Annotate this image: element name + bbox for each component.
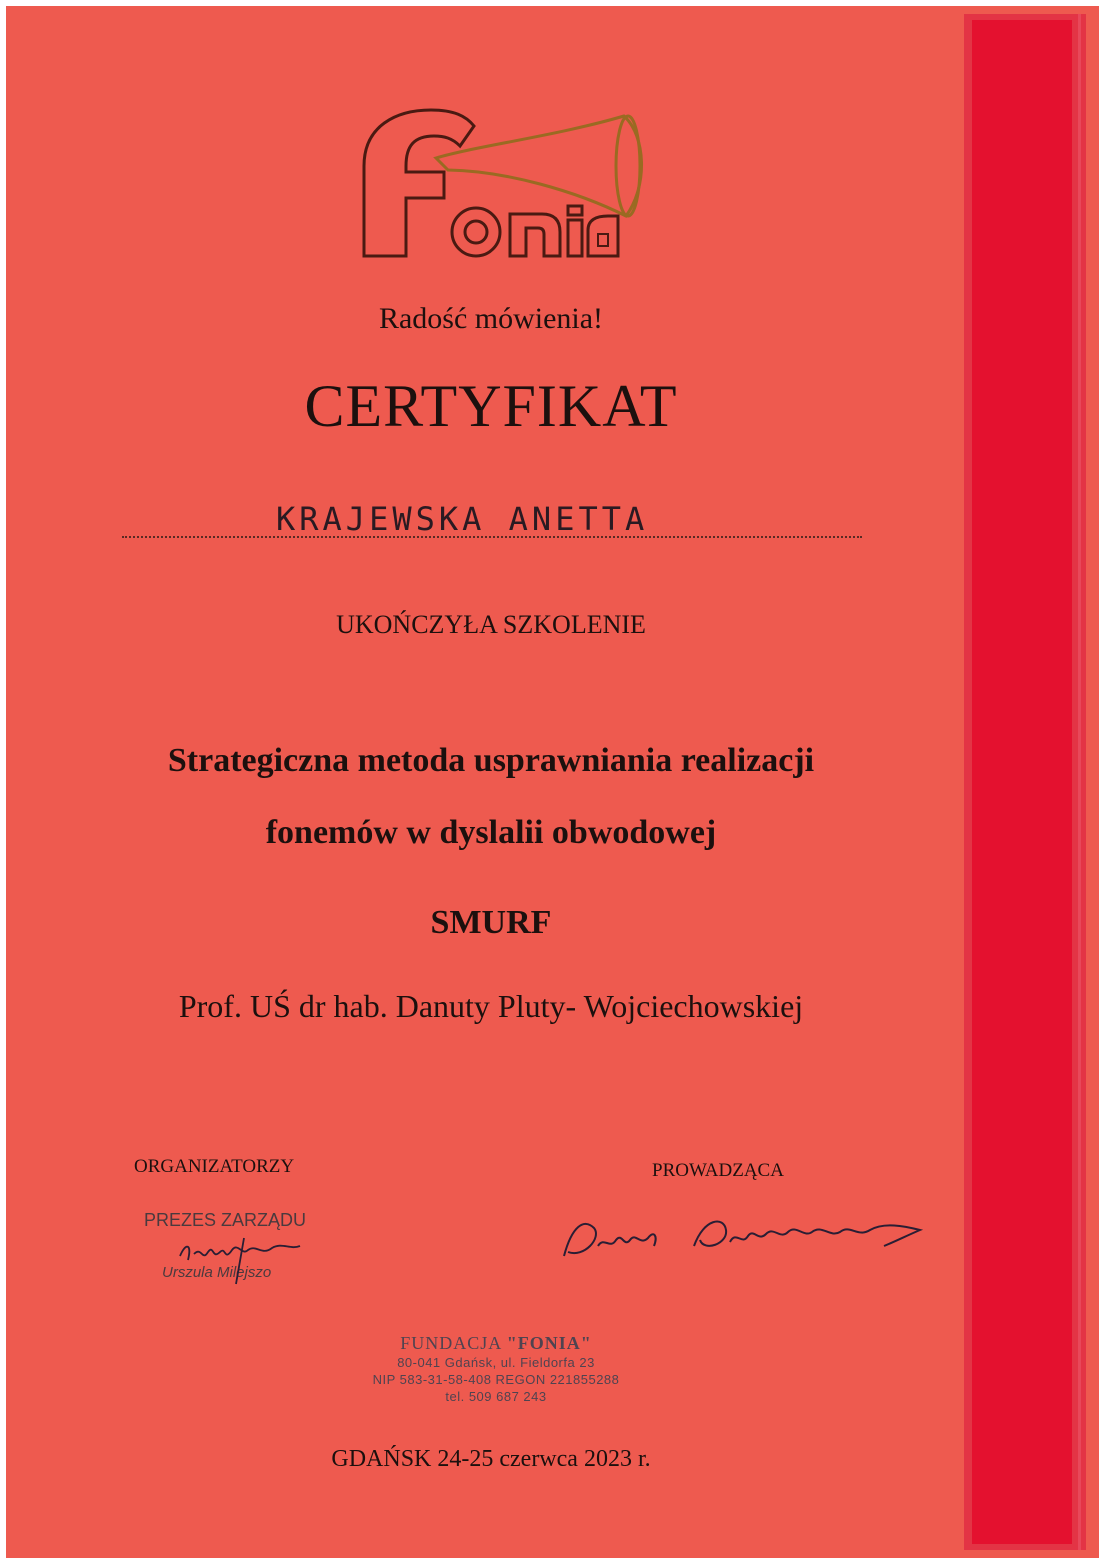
leader-label: PROWADZĄCA (652, 1160, 784, 1181)
letter-o-inner (465, 221, 487, 243)
foundation-title: "FONIA" (506, 1333, 592, 1353)
place-and-date: GDAŃSK 24-25 czerwca 2023 r. (331, 1446, 651, 1472)
leader-signature (554, 1206, 934, 1276)
letter-f (364, 110, 474, 256)
foundation-name (336, 1333, 656, 1354)
side-stripe (972, 20, 1072, 1544)
slogan: Radość mówienia! (378, 302, 604, 335)
organizers-label: ORGANIZATORZY (134, 1156, 295, 1177)
foundation-address: 80-041 Gdańsk, ul. Fieldorfa 23 (397, 1355, 595, 1370)
certificate-title: CERTYFIKAT (304, 373, 678, 439)
foundation-ids: NIP 583-31-58-408 REGON 221855288 (372, 1372, 620, 1387)
stamp-name: Urszula Milejszo (162, 1264, 272, 1281)
method-author: Prof. UŚ dr hab. Danuty Pluty- Wojciechowskiej (178, 988, 804, 1024)
letter-n (510, 214, 560, 256)
foundation-phone: tel. 509 687 243 (445, 1389, 547, 1404)
stamp-role: PREZES ZARZĄDU (144, 1210, 307, 1230)
horn-bell (616, 116, 640, 216)
recipient-name: KRAJEWSKA ANETTA (276, 500, 649, 538)
letter-a-inner (598, 234, 608, 246)
organizer-signature (172, 1226, 312, 1286)
foundation-stamp (336, 1333, 656, 1405)
foundation-prefix: FUNDACJA (400, 1333, 502, 1353)
method-name: SMURF (430, 904, 552, 941)
course-title-line-2: fonemów w dyslalii obwodowej (265, 814, 717, 851)
letter-a (588, 216, 618, 256)
certificate-page (6, 6, 1099, 1558)
letter-i (568, 220, 582, 256)
completion-statement: UKOŃCZYŁA SZKOLENIE (336, 610, 646, 639)
fonia-logo (356, 106, 656, 271)
letter-i-dot (568, 206, 582, 215)
course-title-line-1: Strategiczna metoda usprawniania realizacji (167, 742, 815, 779)
side-stripe-edge (1078, 14, 1081, 1550)
letter-o (452, 208, 500, 256)
horn-shape (436, 116, 642, 216)
